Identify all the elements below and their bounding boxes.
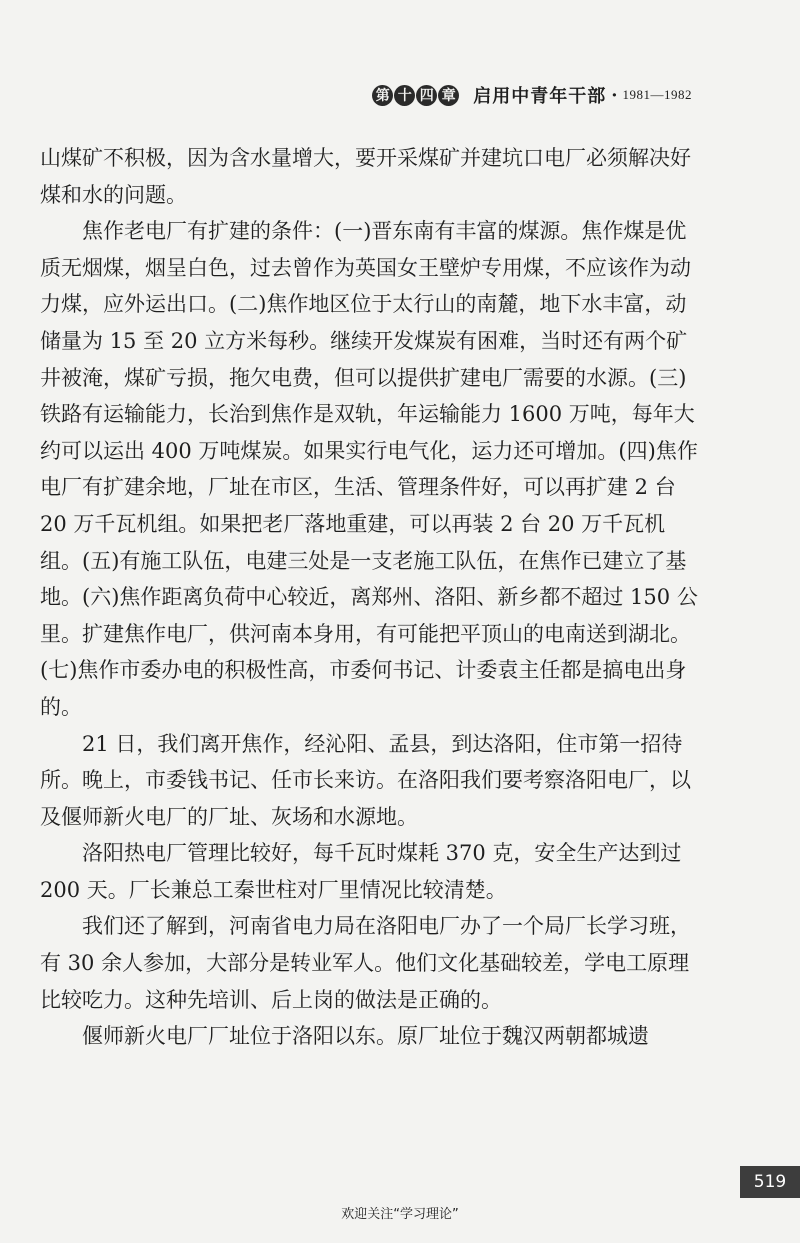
- chapter-number-mark: [372, 85, 459, 106]
- paragraph: 山煤矿不积极，因为含水量增大，要开采煤矿并建坑口电厂必须解决好煤和水的问题。: [40, 146, 691, 207]
- paragraph: 21 日，我们离开焦作，经沁阳、孟县，到达洛阳，住市第一招待所。晚上，市委钱书记、任市长来访。在洛阳我们要考察洛阳电厂，以及偃师新火电厂的厂址、灰场和水源地。: [40, 731, 691, 829]
- page-number: 519: [740, 1166, 800, 1198]
- paragraph: 我们还了解到，河南省电力局在洛阳电厂办了一个局厂长学习班，有 30 余人参加，大部分是转业军人。他们文化基础较差，学电工原理比较吃力。这种先培训、后上岗的做法是正确的。: [40, 914, 691, 1012]
- footer-caption: 欢迎关注“学习理论”: [341, 1207, 459, 1222]
- chapter-char: 四: [416, 85, 437, 106]
- paragraph: 焦作老电厂有扩建的条件：(一)晋东南有丰富的煤源。焦作煤是优质无烟煤，烟呈白色，过去曾作为英国女王壁炉专用煤，不应该作为动力煤，应外运出口。(二)焦作地区位于太行山的南麓，地下水丰富，动储量为 15 至 20 立方米每秒。继续开发煤炭有困难，当时还有两个矿井被淹，煤矿亏损，拖欠电费，但可以提供扩建电厂需要的水源。(三)铁路有运输能力，长治到焦作是双轨，年运输能力 1600 万吨，每年大约可以运出 400 万吨煤炭。如果实行电气化，运力还可增加。(四)焦作电厂有扩建余地，厂址在市区，生活、管理条件好，可以再扩建 2 台 20 万千瓦机组。如果把老厂落地重建，可以再装 2 台 20 万千瓦机组。(五)有施工队伍，电建三处是一支老施工队伍，在焦作已建立了基地。(六)焦作距离负荷中心较近，离郑州、洛阳、新乡都不超过 150 公里。扩建焦作电厂，供河南本身用，有可能把平顶山的电南送到湖北。(七)焦作市委办电的积极性高，市委何书记、计委袁主任都是搞电出身的。: [40, 219, 698, 719]
- paragraph: 洛阳热电厂管理比较好，每千瓦时煤耗 370 克，安全生产达到过 200 天。厂长兼总工秦世柱对厂里情况比较清楚。: [40, 841, 682, 902]
- chapter-char: 十: [394, 85, 415, 106]
- header-separator-dot: ·: [611, 84, 618, 106]
- chapter-char: 章: [438, 85, 459, 106]
- chapter-years: 1981—1982: [622, 87, 692, 102]
- chapter-char: 第: [372, 85, 393, 106]
- running-header: [372, 82, 692, 108]
- paragraph: 偃师新火电厂厂址位于洛阳以东。原厂址位于魏汉两朝都城遗: [82, 1024, 649, 1049]
- chapter-title: 启用中青年干部: [473, 86, 607, 107]
- body-text: [40, 140, 700, 1055]
